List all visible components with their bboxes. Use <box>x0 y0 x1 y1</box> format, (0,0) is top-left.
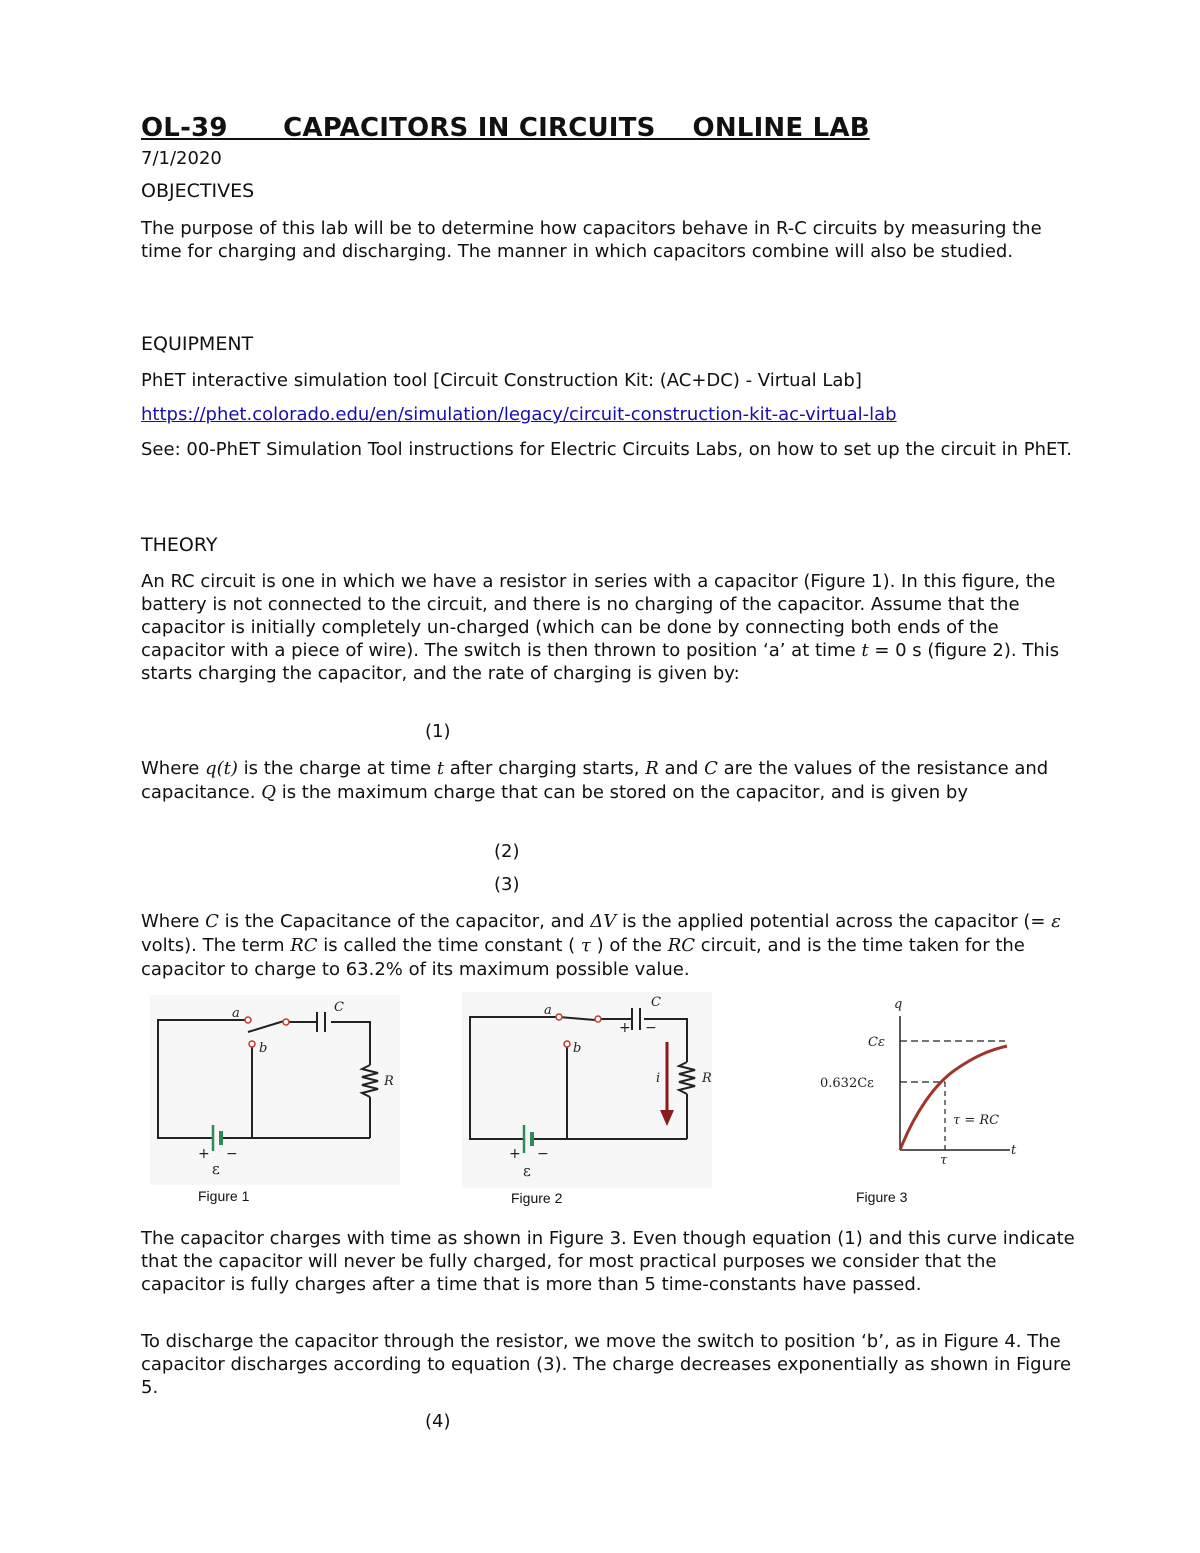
figure-1-label-r: R <box>384 1074 394 1089</box>
figure-2-caption: Figure 2 <box>511 1190 563 1206</box>
figure-3-label-tau-rc: τ = RC <box>953 1113 1000 1128</box>
figure-1-label-b: b <box>259 1041 268 1056</box>
theory-paragraph-2: Where q(t) is the charge at time t after charging starts, R and C are the values of the resistance and capacitance. Q is the maximum charge that can be stored on the capacitor, and is given by <box>141 758 1049 803</box>
figure-1-terminal-b <box>249 1041 255 1047</box>
figure-1-label-c: C <box>334 1000 344 1015</box>
figure-2-label-i: i <box>656 1071 661 1086</box>
theory-paragraph-1: An RC circuit is one in which we have a resistor in series with a capacitor (Figure 1). In this figure, the battery is not connected to the circuit, and there is no charging of the capacitor. Assume that the capacitor is initially completely un-charged (which can be done by connecting both ends of the capacitor with a piece of wire). The switch is then thrown to position ‘a’ at time t = 0 s (figure 2). This starts charging the capacitor, and the rate of charging is given by: <box>141 571 1060 684</box>
figure-2-background <box>462 992 712 1188</box>
figure-1-switch-pivot <box>283 1019 289 1025</box>
figure-3-label-0632ce: 0.632Cε <box>820 1076 874 1091</box>
theory-heading: THEORY <box>141 534 218 556</box>
figure-2-circuit <box>462 992 712 1188</box>
figure-2-label-r: R <box>702 1071 712 1086</box>
figure-3-label-q: q <box>894 997 903 1012</box>
equation-3-number: (3) <box>494 874 520 895</box>
objectives-heading: OBJECTIVES <box>141 180 255 202</box>
figure-1-label-plus: + <box>198 1146 210 1162</box>
figure-1-caption: Figure 1 <box>198 1188 250 1204</box>
phet-link[interactable]: https://phet.colorado.edu/en/simulation/legacy/circuit-construction-kit-ac-virtual-lab <box>141 404 897 425</box>
equipment-tool: PhET interactive simulation tool [Circuit Construction Kit: (AC+DC) - Virtual Lab] <box>141 370 862 391</box>
equipment-see: See: 00-PhET Simulation Tool instructions for Electric Circuits Labs, on how to set up the circuit in PhET. <box>141 439 1072 460</box>
figure-1-terminal-a <box>245 1017 251 1023</box>
equation-4-number: (4) <box>425 1411 451 1432</box>
figure-2-label-minus: − <box>537 1146 549 1162</box>
figure-3-label-ce: Cε <box>868 1035 885 1050</box>
figure-1-label-emf: ε <box>212 1160 220 1178</box>
theory-paragraph-3: Where C is the Capacitance of the capacitor, and ΔV is the applied potential across the capacitor (= ε volts). The term RC is called the time constant ( τ ) of the RC circuit, and is the time taken for the capacitor to charge to 63.2% of its maximum possible value. <box>141 911 1061 980</box>
figure-3-charging-graph <box>800 992 1030 1172</box>
figure-2-cap-plus: + <box>619 1020 631 1036</box>
figure-2-terminal-a <box>556 1014 562 1020</box>
figure-2-cap-minus: − <box>645 1020 657 1036</box>
figure-1-label-a: a <box>232 1006 240 1021</box>
figure-2-label-b: b <box>573 1041 582 1056</box>
theory-paragraph-5: To discharge the capacitor through the resistor, we move the switch to position ‘b’, as in Figure 4. The capacitor discharges according to equation (3). The charge decreases exponentially as shown in Figure 5. <box>141 1331 1072 1398</box>
figure-3-label-t: t <box>1011 1143 1017 1158</box>
date: 7/1/2020 <box>141 148 222 169</box>
figure-2-label-emf: ε <box>523 1162 531 1180</box>
figure-1-circuit <box>150 995 400 1185</box>
figure-1-label-minus: − <box>226 1146 238 1162</box>
figure-3-axes <box>900 1016 1010 1150</box>
figure-2-label-c: C <box>651 995 661 1010</box>
equation-2-number: (2) <box>494 841 520 862</box>
figure-3-caption: Figure 3 <box>856 1189 908 1205</box>
objectives-text: The purpose of this lab will be to determine how capacitors behave in R-C circuits by measuring the time for charging and discharging. The manner in which capacitors combine will also be studied. <box>141 218 1042 262</box>
figure-2-terminal-b <box>564 1041 570 1047</box>
figure-2-label-a: a <box>544 1003 552 1018</box>
equipment-heading: EQUIPMENT <box>141 333 254 355</box>
page-title: OL-39 CAPACITORS IN CIRCUITS ONLINE LAB <box>141 113 870 143</box>
figure-3-label-tau: τ <box>940 1153 948 1168</box>
figure-3-charge-curve <box>900 1046 1007 1150</box>
figure-2-switch-pivot <box>595 1016 601 1022</box>
figure-2-label-plus: + <box>509 1146 521 1162</box>
equation-1-number: (1) <box>425 721 451 742</box>
theory-paragraph-4: The capacitor charges with time as shown in Figure 3. Even though equation (1) and this curve indicate that the capacitor will never be fully charged, for most practical purposes we consider that the capacitor is fully charges after a time that is more than 5 time-constants have passed. <box>141 1228 1075 1295</box>
